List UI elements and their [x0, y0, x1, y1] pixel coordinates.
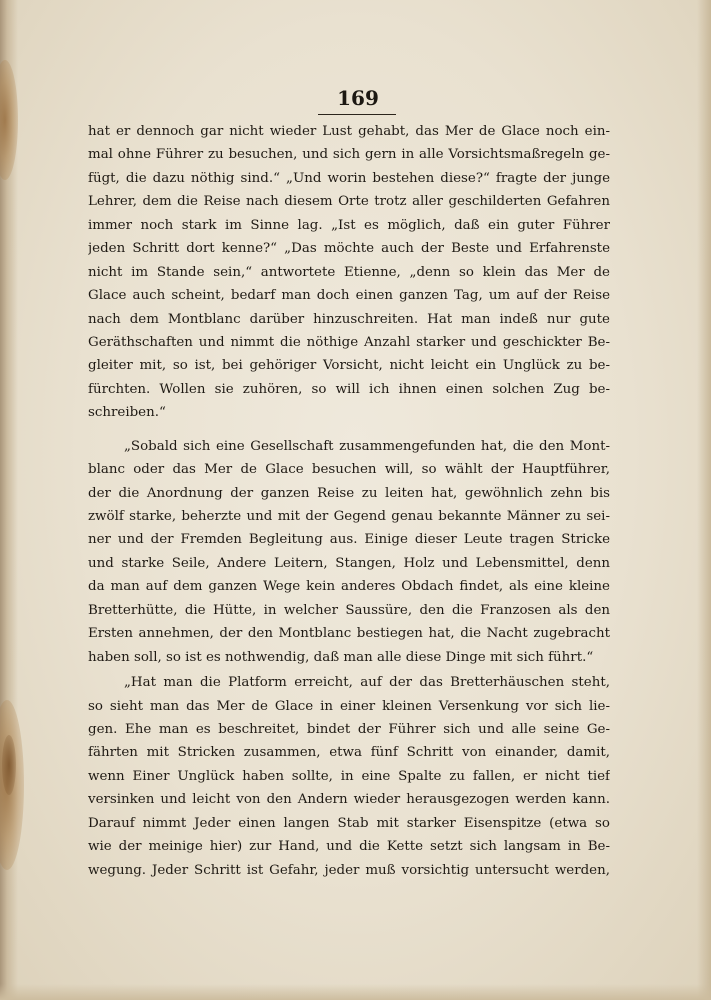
text-line: zwölf starke, beherzte und mit der Gegend genau bekannte Männer zu sei- [88, 509, 610, 524]
text-line: jeden Schritt dort kenne?“ „Das möchte auch der Beste und Erfahrenste [88, 241, 610, 257]
text-line: Darauf nimmt Jeder einen langen Stab mit starker Eisenspitze (etwa so [88, 815, 610, 831]
text-line: und starke Seile, Andere Leitern, Stangen, Holz und Lebensmittel, denn [88, 555, 610, 571]
page-number: 169 [337, 86, 379, 110]
header-rule [318, 114, 396, 115]
text-line: haben soll, so ist es nothwendig, daß man alle diese Dinge mit sich führt.“ [88, 649, 594, 665]
right-edge-shadow [697, 0, 711, 1000]
text-line: gen. Ehe man es beschreitet, bindet der Führer sich und alle seine Ge- [88, 721, 610, 737]
text-line: „Sobald sich eine Gesellschaft zusammengefunden hat, die den Mont- [124, 438, 610, 454]
text-line: fügt, die dazu nöthig sind.“ „Und worin bestehen diese?“ fragte der junge [88, 170, 610, 186]
paragraph-2 [88, 435, 610, 669]
text-line: Glace auch scheint, bedarf man doch einen ganzen Tag, um auf der Reise [88, 288, 610, 304]
text-line: mal ohne Führer zu besuchen, und sich gern in alle Vorsichtsmaßregeln ge- [88, 147, 610, 163]
text-line: versinken und leicht von den Andern wieder herausgezogen werden kann. [88, 792, 610, 808]
text-line: nach dem Montblanc darüber hinzuschreiten. Hat man indeß nur gute [88, 311, 610, 327]
text-line: der die Anordnung der ganzen Reise zu leiten hat, gewöhnlich zehn bis [88, 485, 610, 501]
text-line: Geräthschaften und nimmt die nöthige Anzahl starker und geschickter Be- [88, 334, 610, 350]
paragraph-3 [88, 671, 610, 882]
text-line: wegung. Jeder Schritt ist Gefahr, jeder muß vorsichtig untersucht werden, [88, 862, 610, 878]
text-line: da man auf dem ganzen Wege kein anderes Obdach findet, als eine kleine [88, 579, 610, 595]
text-line: wenn Einer Unglück haben sollte, in eine Spalte zu fallen, er nicht tief [88, 768, 610, 784]
text-line: hat er dennoch gar nicht wieder Lust gehabt, das Mer de Glace noch ein- [88, 124, 610, 139]
text-line: ner und der Fremden Begleitung aus. Einige dieser Leute tragen Stricke [88, 532, 610, 548]
text-line: „Hat man die Platform erreicht, auf der das Bretterhäuschen steht, [124, 675, 610, 691]
text-line: Lehrer, dem die Reise nach diesem Orte trotz aller geschilderten Gefahren [88, 194, 610, 210]
text-line: Ersten annehmen, der den Montblanc bestiegen hat, die Nacht zugebracht [88, 626, 610, 642]
text-line: blanc oder das Mer de Glace besuchen will, so wählt der Hauptführer, [88, 462, 610, 478]
text-line: schreiben.“ [88, 405, 166, 421]
text-line: Bretterhütte, die Hütte, in welcher Saussüre, den die Franzosen als den [88, 602, 610, 618]
text-line: nicht im Stande sein,“ antwortete Etienne, „denn so klein das Mer de [88, 264, 610, 280]
text-line: wie der meinige hier) zur Hand, und die Kette setzt sich langsam in Be- [88, 839, 610, 855]
text-line: so sieht man das Mer de Glace in einer kleinen Versenkung vor sich lie- [88, 698, 610, 714]
text-line: fährten mit Stricken zusammen, etwa fünf Schritt von einander, damit, [88, 745, 610, 761]
paragraph-1 [88, 120, 610, 425]
bottom-edge-shadow [0, 984, 711, 1000]
text-line: gleiter mit, so ist, bei gehöriger Vorsicht, nicht leicht ein Unglück zu be- [88, 358, 610, 374]
body-text [88, 120, 610, 882]
text-line: immer noch stark im Sinne lag. „Ist es möglich, daß ein guter Führer [88, 217, 610, 233]
foxing-stain-dark [2, 735, 16, 795]
text-line: fürchten. Wollen sie zuhören, so will ich ihnen einen solchen Zug be- [88, 381, 610, 397]
